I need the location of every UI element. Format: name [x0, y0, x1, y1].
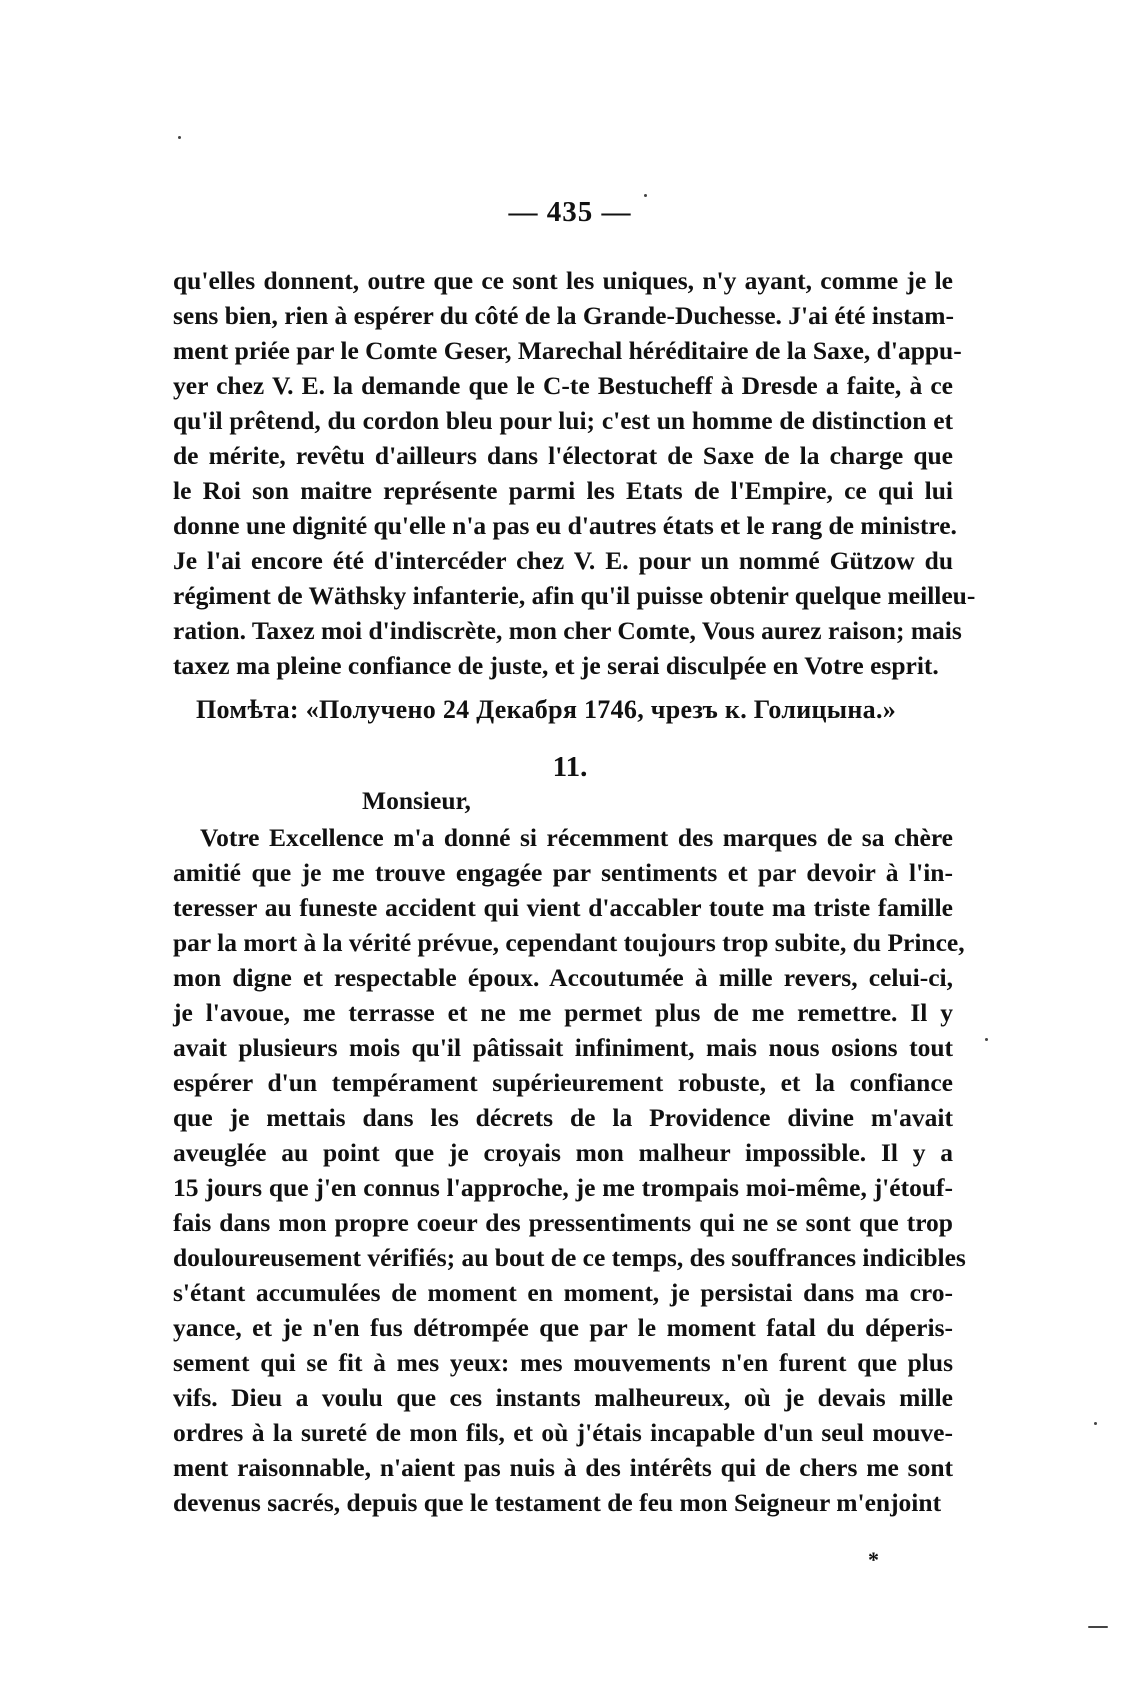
text-line: yer chez V. E. la demande que le C-te Bestucheff à Dresde a faite, à ce [173, 371, 953, 400]
scan-speck [985, 1038, 988, 1041]
text-line: yance, et je n'en fus détrompée que par le moment fatal du déperis- [173, 1313, 953, 1342]
text-line: ration. Taxez moi d'indiscrète, mon cher Comte, Vous aurez raison; mais [173, 616, 962, 645]
footnote-marker: * [868, 1547, 879, 1572]
letter-number: 11. [552, 751, 588, 783]
text-line: ordres à la sureté de mon fils, et où j'étais incapable d'un seul mouve- [173, 1418, 953, 1447]
text-line: le Roi son maitre représente parmi les Etats de l'Empire, ce qui lui [173, 476, 953, 505]
scan-speck [1088, 1626, 1108, 1628]
paragraph-continued [173, 263, 976, 683]
text-line: qu'elles donnent, outre que ce sont les uniques, n'y ayant, comme je le [173, 266, 953, 295]
text-line: vifs. Dieu a voulu que ces instants malheureux, où je devais mille [173, 1383, 953, 1412]
text-line: je l'avoue, me terrasse et ne me permet plus de me remettre. Il y [173, 998, 953, 1027]
text-line: s'étant accumulées de moment en moment, je persistai dans ma cro- [173, 1278, 953, 1307]
text-line: teresser au funeste accident qui vient d'accabler toute ma triste famille [173, 893, 953, 922]
text-line: qu'il prêtend, du cordon bleu pour lui; c'est un homme de distinction et [173, 406, 953, 435]
page-number: — 435 — [508, 196, 632, 228]
text-line: sens bien, rien à espérer du côté de la Grande-Duchesse. J'ai été instam- [173, 301, 954, 330]
text-line: avait plusieurs mois qu'il pâtissait infiniment, mais nous osions tout [173, 1033, 953, 1062]
text-line: 15 jours que j'en connus l'approche, je me trompais moi-même, j'étouf- [173, 1173, 953, 1202]
text-line: ment priée par le Comte Geser, Marechal héréditaire de la Saxe, d'appu- [173, 336, 962, 365]
scan-speck [178, 136, 181, 139]
letter-body [173, 820, 966, 1520]
text-line: taxez ma pleine confiance de juste, et je serai disculpée en Votre esprit. [173, 651, 939, 680]
text-line: régiment de Wäthsky infanterie, afin qu'il puisse obtenir quelque meilleu- [173, 581, 976, 610]
text-line: douloureusement vérifiés; au bout de ce temps, des souffrances indicibles [173, 1243, 966, 1272]
text-line: fais dans mon propre coeur des pressentiments qui ne se sont que trop [173, 1208, 953, 1237]
text-line: par la mort à la vérité prévue, cependant toujours trop subite, du Prince, [173, 928, 965, 957]
text-line: mon digne et respectable époux. Accoutumée à mille revers, celui-ci, [173, 963, 953, 992]
annotation-note: Помѣта: «Получено 24 Декабря 1746, чрезъ к. Голицына.» [196, 695, 897, 724]
text-line: espérer d'un tempérament supérieurement robuste, et la confiance [173, 1068, 953, 1097]
text-line: de mérite, revêtu d'ailleurs dans l'électorat de Saxe de la charge que [173, 441, 953, 470]
scan-speck [644, 194, 647, 197]
text-line: devenus sacrés, depuis que le testament de feu mon Seigneur m'enjoint [173, 1488, 942, 1517]
scan-speck [1094, 1422, 1097, 1425]
text-line: amitié que je me trouve engagée par sentiments et par devoir à l'in- [173, 858, 953, 887]
text-line: que je mettais dans les décrets de la Providence divine m'avait [173, 1103, 953, 1132]
text-line: Votre Excellence m'a donné si récemment des marques de sa chère [200, 823, 953, 852]
text-line: aveuglée au point que je croyais mon malheur impossible. Il y a [173, 1138, 953, 1167]
text-line: ment raisonnable, n'aient pas nuis à des intérêts qui de chers me sont [173, 1453, 953, 1482]
text-line: donne une dignité qu'elle n'a pas eu d'autres états et le rang de ministre. [173, 511, 957, 540]
salutation: Monsieur, [362, 786, 471, 815]
text-line: sement qui se fit à mes yeux: mes mouvements n'en furent que plus [173, 1348, 953, 1377]
text-line: Je l'ai encore été d'intercéder chez V. E. pour un nommé Gützow du [173, 546, 953, 575]
